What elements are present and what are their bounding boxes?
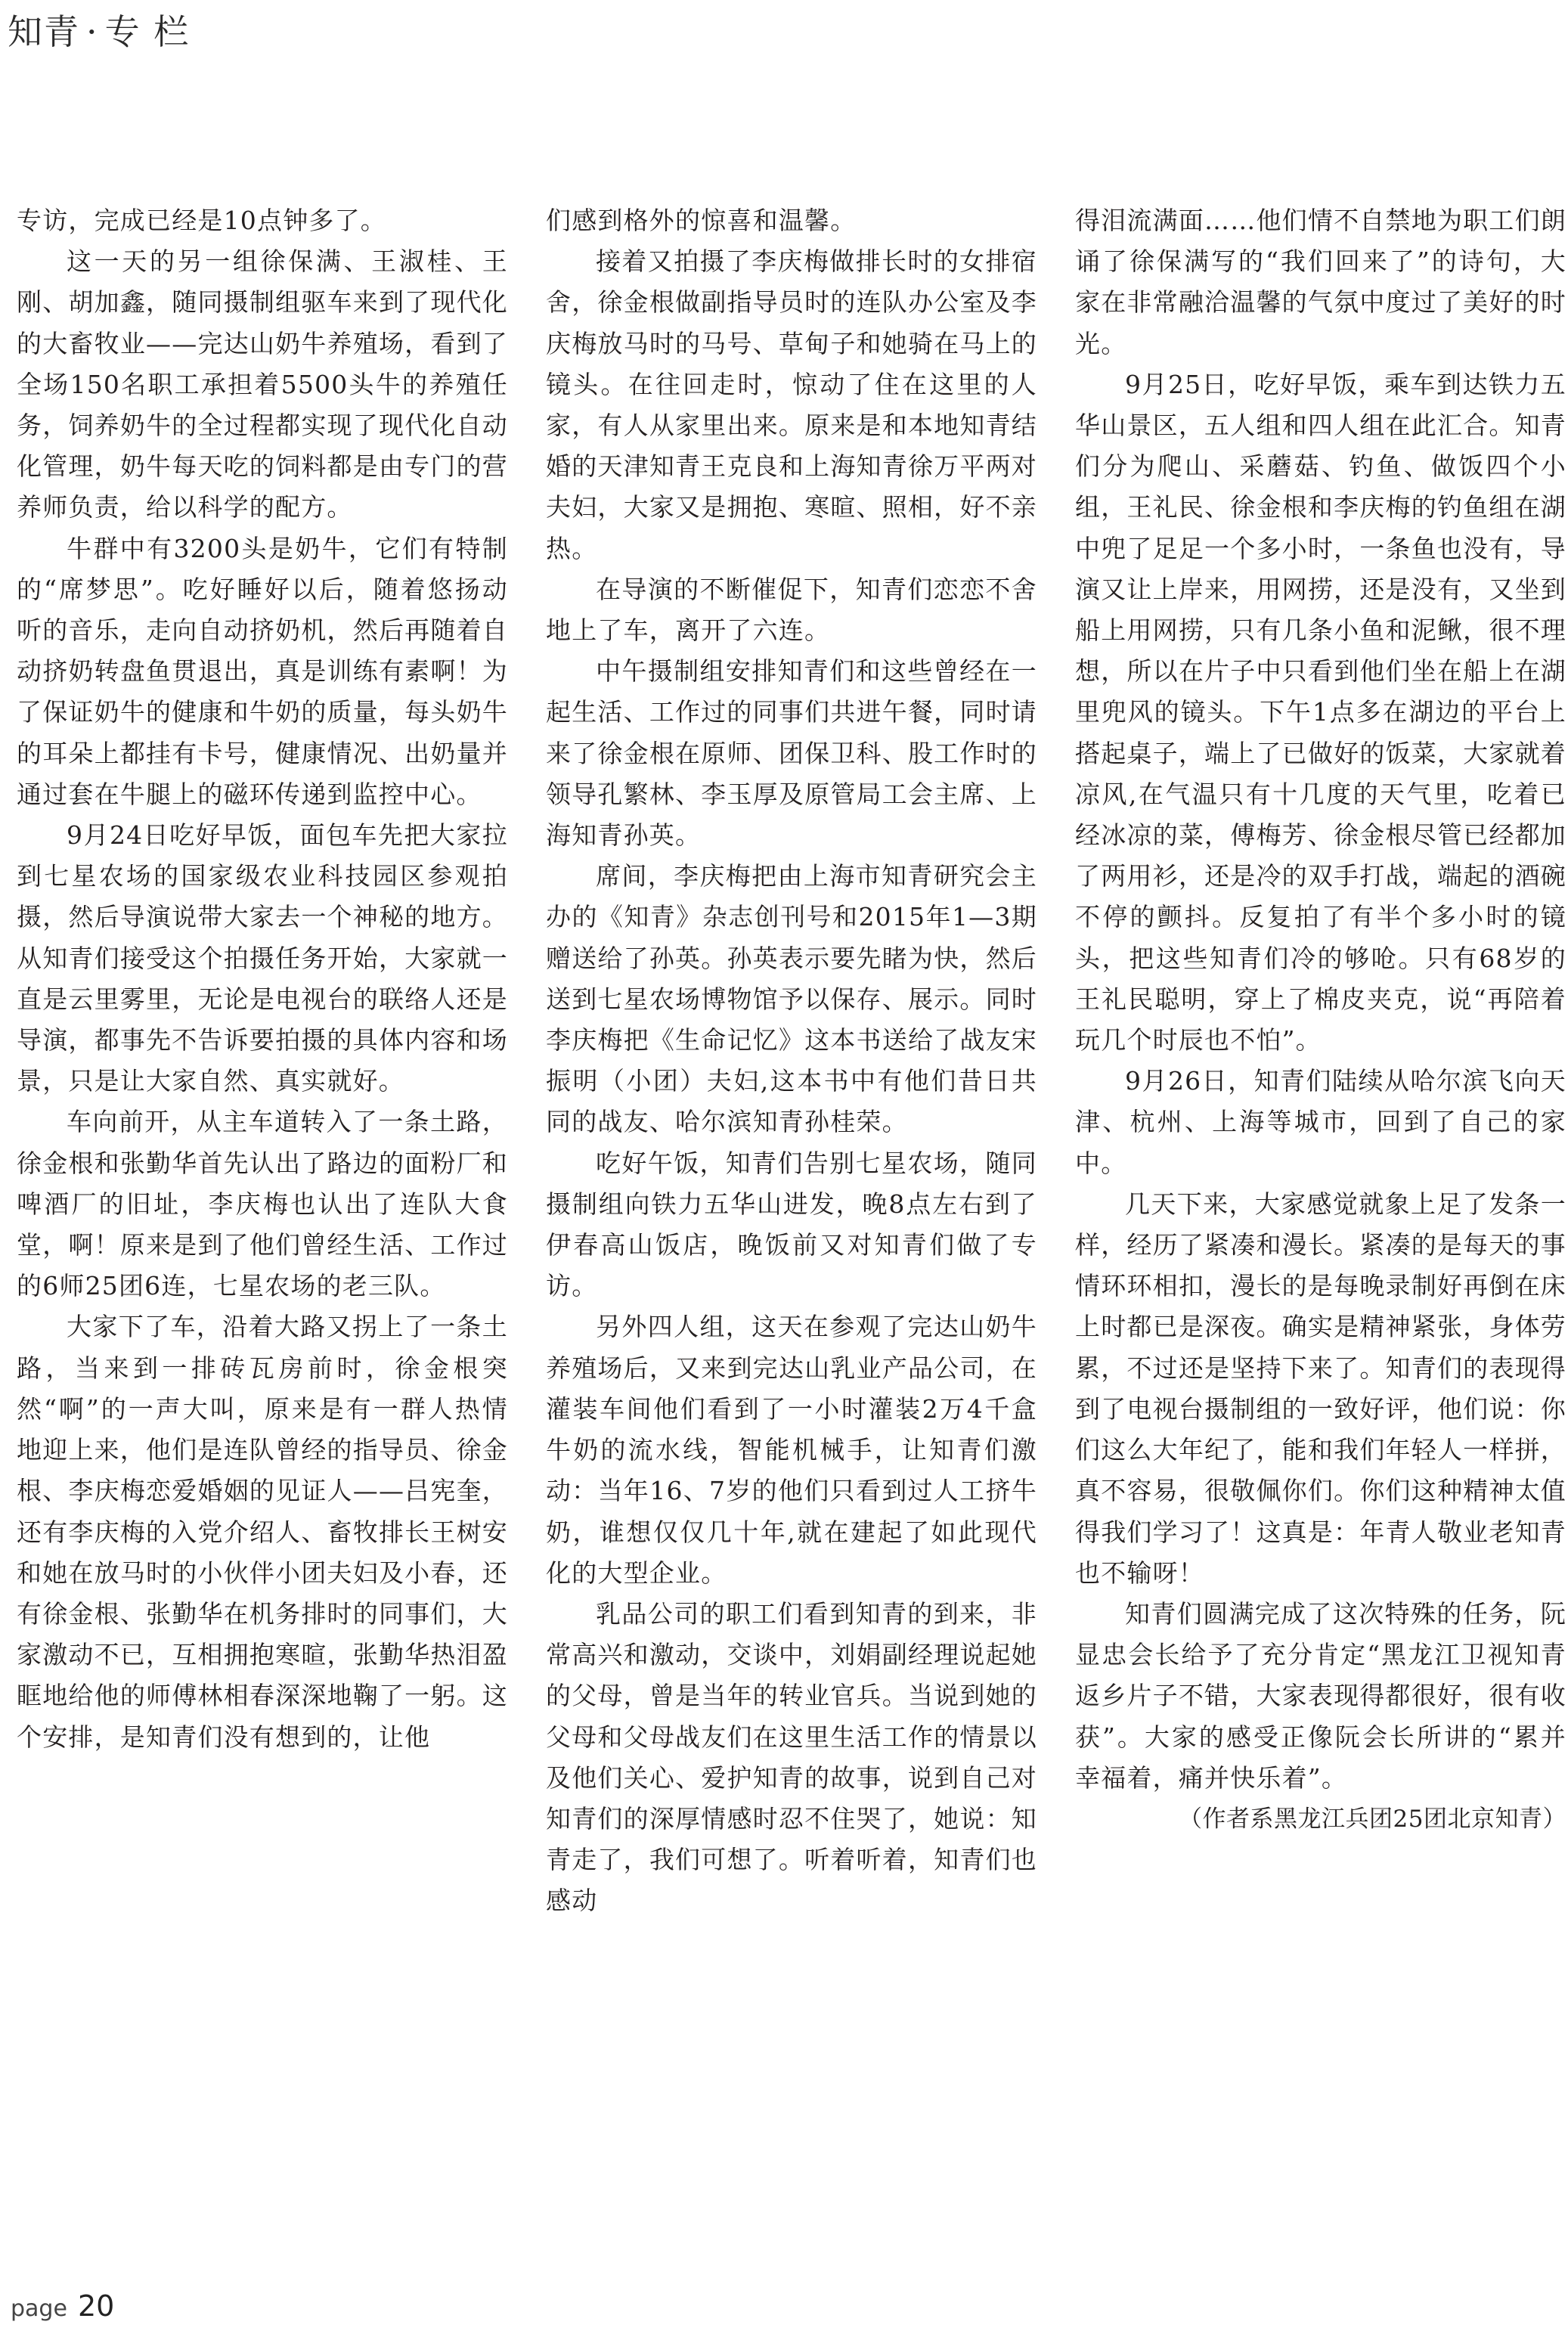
section-title-primary: 知青 [8, 11, 80, 52]
text-column-3 [1075, 200, 1566, 1840]
paragraph: 在导演的不断催促下，知青们恋恋不舍地上了车，离开了六连。 [546, 574, 1037, 646]
text-column-2 [546, 200, 1037, 1922]
title-separator: · [86, 11, 99, 52]
paragraph: 9月26日，知青们陆续从哈尔滨飞向天津、杭州、上海等城市，回到了自己的家中。 [1075, 1066, 1566, 1178]
section-header [8, 0, 190, 73]
paragraph: 专访，完成已经是10点钟多了。 [17, 206, 386, 235]
section-title-secondary: 专 栏 [104, 11, 191, 52]
author-note: （作者系黑龙江兵团25团北京知青） [1179, 1805, 1566, 1833]
paragraph: 9月25日，吃好早饭，乘车到达铁力五华山景区，五人组和四人组在此汇合。知青们分为爬山、采蘑菇、钓鱼、做饭四个小组，王礼民、徐金根和李庆梅的钓鱼组在湖中兜了足足一个多小时，一条鱼也没有，导演又让上岸来，用网捞，还是没有，又坐到船上用网捞，只有几条小鱼和泥鳅，很不理想，所以在片子中只看到他们坐在船上在湖里兜风的镜头。下午1点多在湖边的平台上搭起桌子，端上了已做好的饭菜，大家就着凉风,在气温只有十几度的天气里，吃着已经冰凉的菜，傅梅芳、徐金根尽管已经都加了两用衫，还是冷的双手打战，端起的酒碗不停的颤抖。反复拍了有半个多小时的镜头，把这些知青们冷的够呛。只有68岁的王礼民聪明，穿上了棉皮夹克，说“再陪着玩几个时辰也不怕”。 [1075, 369, 1566, 1055]
page-label: page [11, 2295, 67, 2322]
paragraph: 得泪流满面……他们情不自禁地为职工们朗诵了徐保满写的“我们回来了”的诗句，大家在非常融洽温馨的气氛中度过了美好的时光。 [1075, 206, 1566, 358]
paragraph: 这一天的另一组徐保满、王淑桂、王刚、胡加鑫，随同摄制组驱车来到了现代化的大畜牧业——完达山奶牛养殖场，看到了全场150名职工承担着5500头牛的养殖任务，饲养奶牛的全过程都实现了现代化自动化管理，奶牛每天吃的饲料都是由专门的营养师负责，给以科学的配方。 [17, 246, 508, 522]
text-column-1 [17, 200, 508, 1758]
paragraph: 大家下了车，沿着大路又拐上了一条土路，当来到一排砖瓦房前时，徐金根突然“啊”的一声大叫，原来是有一群人热情地迎上来，他们是连队曾经的指导员、徐金根、李庆梅恋爱婚姻的见证人——吕宪奎，还有李庆梅的入党介绍人、畜牧排长王树安和她在放马时的小伙伴小团夫妇及小春，还有徐金根、张勤华在机务排时的同事们，大家激动不已，互相拥抱寒暄，张勤华热泪盈眶地给他的师傅林相春深深地鞠了一躬。这个安排，是知青们没有想到的，让他 [17, 1312, 508, 1752]
paragraph: 牛群中有3200头是奶牛，它们有特制的“席梦思”。吃好睡好以后，随着悠扬动听的音乐，走向自动挤奶机，然后再随着自动挤奶转盘鱼贯退出，真是训练有素啊！为了保证奶牛的健康和牛奶的质量，每头奶牛的耳朵上都挂有卡号，健康情况、出奶量并通过套在牛腿上的磁环传递到监控中心。 [17, 533, 508, 809]
paragraph: 几天下来，大家感觉就象上足了发条一样，经历了紧凑和漫长。紧凑的是每天的事情环环相扣，漫长的是每晚录制好再倒在床上时都已是深夜。确实是精神紧张，身体劳累，不过还是坚持下来了。知青们的表现得到了电视台摄制组的一致好评，他们说：你们这么大年纪了，能和我们年轻人一样拼，真不容易，很敬佩你们。你们这种精神太值得我们学习了！这真是：年青人敬业老知青也不输呀！ [1075, 1189, 1566, 1588]
paragraph: 席间，李庆梅把由上海市知青研究会主办的《知青》杂志创刊号和2015年1—3期赠送给了孙英。孙英表示要先睹为快，然后送到七星农场博物馆予以保存、展示。同时李庆梅把《生命记忆》这本书送给了战友宋振明（小团）夫妇,这本书中有他们昔日共同的战友、哈尔滨知青孙桂荣。 [546, 861, 1037, 1137]
page-footer [11, 2289, 114, 2327]
paragraph: 中午摄制组安排知青们和这些曾经在一起生活、工作过的同事们共进午餐，同时请来了徐金根在原师、团保卫科、股工作时的领导孔繁林、李玉厚及原管局工会主席、上海知青孙英。 [546, 656, 1037, 851]
paragraph: 车向前开，从主车道转入了一条土路，徐金根和张勤华首先认出了路边的面粉厂和啤酒厂的旧址，李庆梅也认出了连队大食堂，啊！原来是到了他们曾经生活、工作过的6师25团6连，七星农场的老三队。 [17, 1107, 508, 1301]
paragraph: 吃好午饭，知青们告别七星农场，随同摄制组向铁力五华山进发，晚8点左右到了伊春高山饭店，晚饭前又对知青们做了专访。 [546, 1148, 1037, 1301]
paragraph: 9月24日吃好早饭，面包车先把大家拉到七星农场的国家级农业科技园区参观拍摄，然后导演说带大家去一个神秘的地方。从知青们接受这个拍摄任务开始，大家就一直是云里雾里，无论是电视台的联络人还是导演，都事先不告诉要拍摄的具体内容和场景，只是让大家自然、真实就好。 [17, 820, 508, 1096]
paragraph: 接着又拍摄了李庆梅做排长时的女排宿舍，徐金根做副指导员时的连队办公室及李庆梅放马时的马号、草甸子和她骑在马上的镜头。在往回走时，惊动了住在这里的人家，有人从家里出来。原来是和本地知青结婚的天津知青王克良和上海知青徐万平两对夫妇，大家又是拥抱、寒暄、照相，好不亲热。 [546, 246, 1037, 563]
page-number: 20 [77, 2289, 115, 2323]
paragraph: 知青们圆满完成了这次特殊的任务，阮显忠会长给予了充分肯定“黑龙江卫视知青返乡片子不错，大家表现得都很好，很有收获”。大家的感受正像阮会长所讲的“累并幸福着，痛并快乐着”。 [1075, 1598, 1566, 1793]
paragraph: 们感到格外的惊喜和温馨。 [546, 206, 857, 235]
paragraph: 另外四人组，这天在参观了完达山奶牛养殖场后，又来到完达山乳业产品公司，在灌装车间他们看到了一小时灌装2万4千盒牛奶的流水线，智能机械手，让知青们激动：当年16、7岁的他们只看到过人工挤牛奶，谁想仅仅几十年,就在建起了如此现代化的大型企业。 [546, 1312, 1037, 1588]
paragraph: 乳品公司的职工们看到知青的到来，非常高兴和激动，交谈中，刘娟副经理说起她的父母，曾是当年的转业官兵。当说到她的父母和父母战友们在这里生活工作的情景以及他们关心、爱护知青的故事，说到自己对知青们的深厚情感时忍不住哭了，她说：知青走了，我们可想了。听着听着，知青们也感动 [546, 1598, 1037, 1916]
